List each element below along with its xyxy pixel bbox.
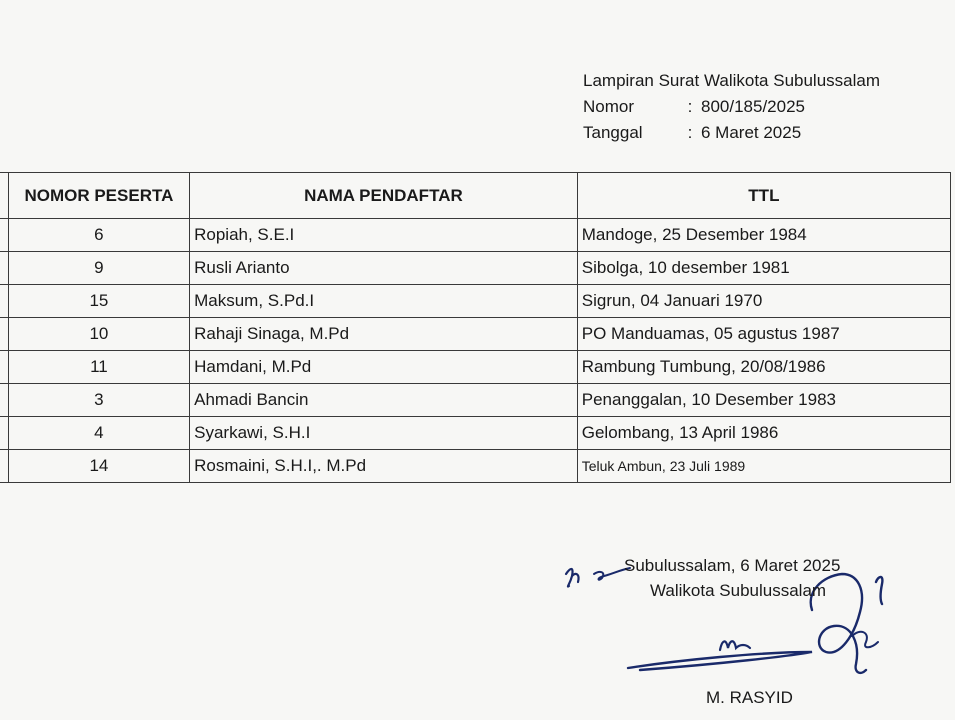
participant-number: 4 (8, 417, 189, 450)
letter-date-label: Tanggal (583, 123, 643, 142)
letter-number-label: Nomor (583, 97, 635, 116)
birth-place-date: Sigrun, 04 Januari 1970 (577, 285, 950, 318)
letter-date-row (583, 120, 880, 146)
applicant-name: Maksum, S.Pd.I (190, 285, 578, 318)
attachment-header (583, 68, 880, 146)
applicant-name: Rosmaini, S.H.I,. M.Pd (190, 450, 578, 483)
participant-number: 14 (8, 450, 189, 483)
table-stub-cell (0, 219, 8, 252)
applicant-name: Rusli Arianto (190, 252, 578, 285)
applicant-name: Hamdani, M.Pd (190, 351, 578, 384)
letter-number-row (583, 94, 880, 120)
participant-number: 15 (8, 285, 189, 318)
applicant-name: Syarkawi, S.H.I (190, 417, 578, 450)
participant-number: 3 (8, 384, 189, 417)
letter-number-value: 800/185/2025 (701, 97, 805, 116)
participant-number: 10 (8, 318, 189, 351)
signature-block (560, 552, 955, 720)
birth-place-date: Rambung Tumbung, 20/08/1986 (577, 351, 950, 384)
birth-place-date: Gelombang, 13 April 1986 (577, 417, 950, 450)
table-row (0, 351, 951, 384)
participant-number: 9 (8, 252, 189, 285)
table-row (0, 285, 951, 318)
attachment-title: Lampiran Surat Walikota Subulussalam (583, 71, 881, 90)
participant-number: 11 (8, 351, 189, 384)
table-stub-cell (0, 417, 8, 450)
applicant-name: Ropiah, S.E.I (190, 219, 578, 252)
table-row (0, 384, 951, 417)
letter-date-colon: : (687, 123, 693, 142)
signatory-title: Walikota Subulussalam (650, 581, 827, 600)
table-row (0, 417, 951, 450)
column-header-name: NAMA PENDAFTAR (190, 173, 578, 219)
table-stub-cell (0, 173, 8, 219)
table-stub-cell (0, 450, 8, 483)
table-stub-cell (0, 285, 8, 318)
column-header-number: NOMOR PESERTA (8, 173, 189, 219)
table-stub-cell (0, 252, 8, 285)
table-stub-cell (0, 318, 8, 351)
birth-place-date: PO Manduamas, 05 agustus 1987 (577, 318, 950, 351)
signature-place-date: Subulussalam, 6 Maret 2025 (624, 556, 841, 575)
letter-number-colon: : (687, 97, 693, 116)
table-row (0, 450, 951, 483)
table-row (0, 252, 951, 285)
applicant-name: Ahmadi Bancin (190, 384, 578, 417)
signatory-name: M. RASYID (706, 688, 793, 707)
table-stub-cell (0, 384, 8, 417)
birth-place-date: Penanggalan, 10 Desember 1983 (577, 384, 950, 417)
applicant-table (0, 172, 951, 483)
table-row (0, 318, 951, 351)
table-row (0, 219, 951, 252)
table-header-row (0, 173, 951, 219)
birth-place-date: Sibolga, 10 desember 1981 (577, 252, 950, 285)
birth-place-date: Mandoge, 25 Desember 1984 (577, 219, 950, 252)
column-header-ttl: TTL (577, 173, 950, 219)
birth-place-date: Teluk Ambun, 23 Juli 1989 (577, 450, 950, 483)
applicant-name: Rahaji Sinaga, M.Pd (190, 318, 578, 351)
letter-date-value: 6 Maret 2025 (701, 123, 802, 142)
participant-number: 6 (8, 219, 189, 252)
table-stub-cell (0, 351, 8, 384)
